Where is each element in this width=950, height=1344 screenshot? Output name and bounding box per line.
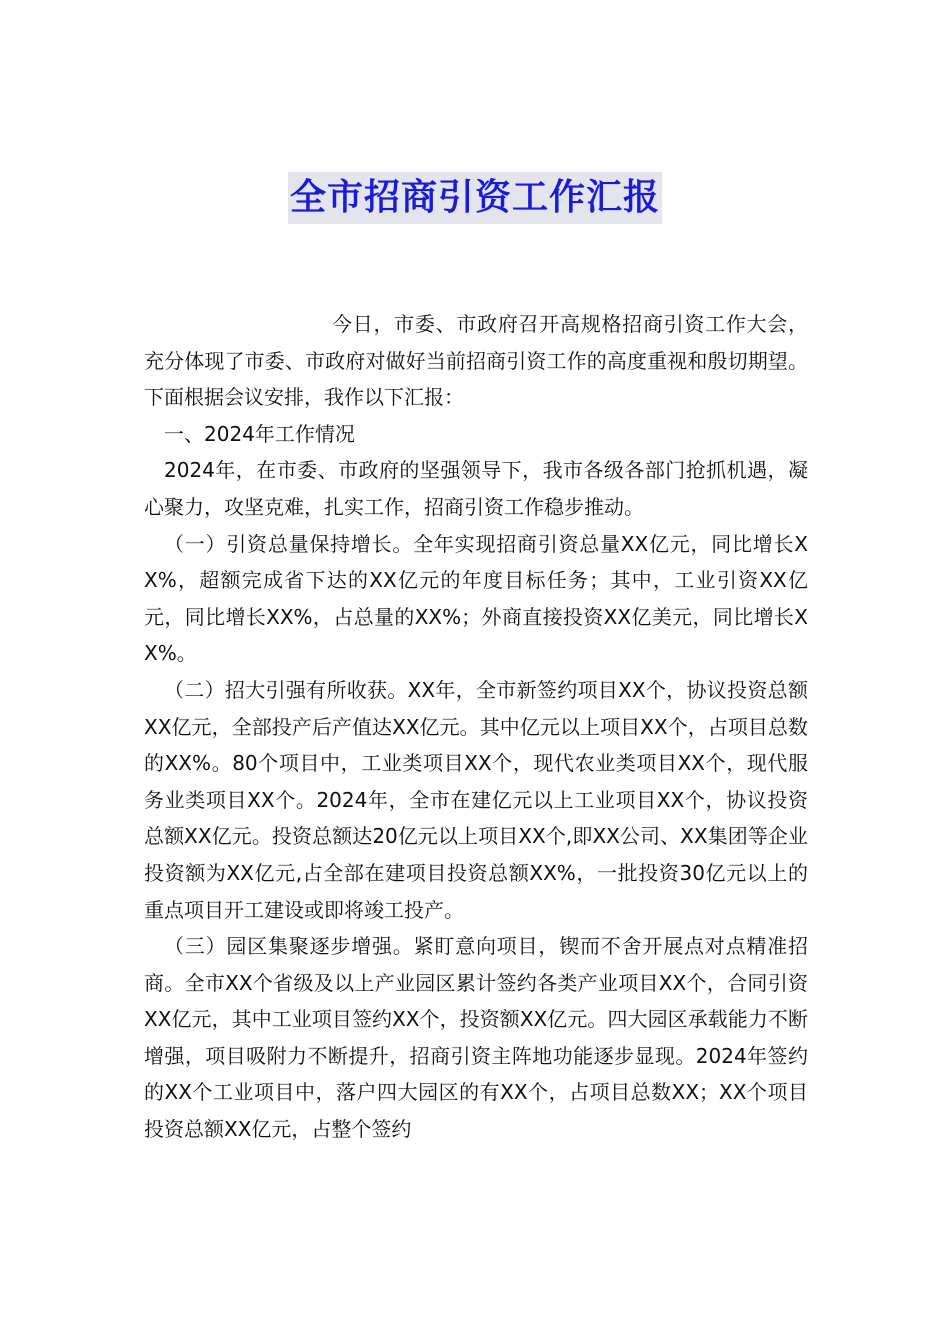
section-heading: 一、2024年工作情况 — [164, 421, 355, 446]
paragraph-overview: 2024年，在市委、市政府的坚强领导下，我市各级各部门抢抓机遇，凝心聚力，攻坚克难，扎实工作，招商引资工作稳步推动。 — [144, 458, 808, 519]
document-body — [144, 306, 808, 1148]
document-title-wrapper — [0, 172, 950, 224]
paragraph-item-3: （三）园区集聚逐步增强。紧盯意向项目，锲而不舍开展点对点精准招商。全市XX个省级及以上产业园区累计签约各类产业项目XX个，合同引资XX亿元，其中工业项目签约XX个，投资额XX亿元。四大园区承载能力不断增强，项目吸附力不断提升，招商引资主阵地功能逐步显现。2024年签约的XX个工业项目中，落户四大园区的有XX个，占项目总数XX；XX个项目投资总额XX亿元，占整个签约 — [144, 934, 808, 1142]
paragraph-item-1: （一）引资总量保持增长。全年实现招商引资总量XX亿元，同比增长XX%，超额完成省下达的XX亿元的年度目标任务；其中，工业引资XX亿元，同比增长XX%，占总量的XX%；外商直接投资XX亿美元，同比增长XX%。 — [144, 531, 808, 666]
paragraph-intro: 今日，市委、市政府召开高规格招商引资工作大会，充分体现了市委、市政府对做好当前招商引资工作的高度重视和殷切期望。下面根据会议安排，我作以下汇报： — [144, 312, 808, 410]
document-title: 全市招商引资工作汇报 — [288, 172, 662, 224]
paragraph-item-2: （二）招大引强有所收获。XX年，全市新签约项目XX个，协议投资总额XX亿元，全部投产后产值达XX亿元。其中亿元以上项目XX个，占项目总数的XX%。80个项目中，工业类项目XX个，现代农业类项目XX个，现代服务业类项目XX个。2024年，全市在建亿元以上工业项目XX个，协议投资总额XX亿元。投资总额达20亿元以上项目XX个,即XX公司、XX集团等企业投资额为XX亿元,占全部在建项目投资总额XX%，一批投资30亿元以上的重点项目开工建设或即将竣工投产。 — [144, 677, 808, 922]
